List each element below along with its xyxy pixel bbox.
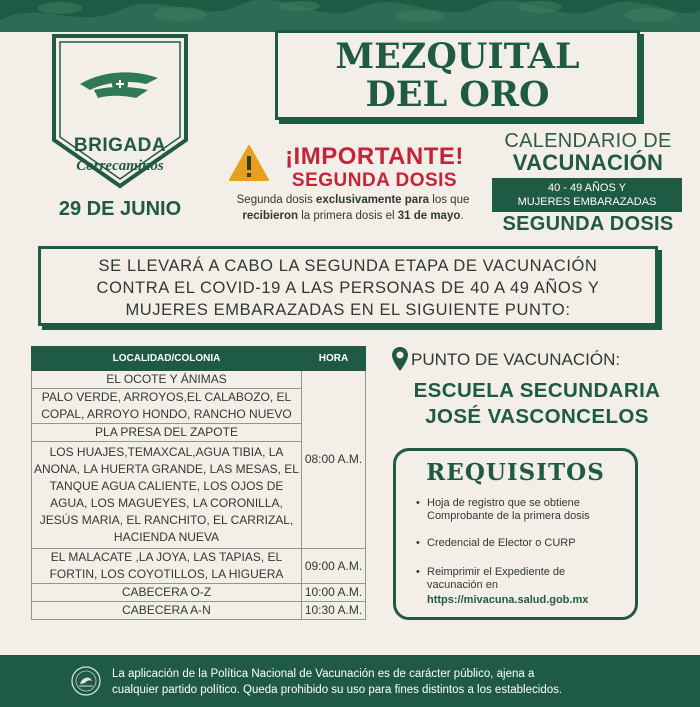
- bullet-icon: •: [416, 497, 420, 509]
- footer-line1: La aplicación de la Política Nacional de Vacunación es de carácter público, ajena a: [112, 668, 535, 680]
- requirements-box: [393, 448, 638, 620]
- req-line: vacunación en: [427, 579, 498, 591]
- table-row: [32, 371, 366, 389]
- location-line1: ESCUELA SECUNDARIA: [413, 379, 661, 402]
- schedule-table: [31, 346, 366, 620]
- announcement-line2: CONTRA EL COVID-19 A LAS PERSONAS DE 40 A 49 AÑOS Y: [96, 279, 600, 297]
- calendar-line3: SEGUNDA DOSIS: [502, 213, 674, 235]
- localidad-cell: PALO VERDE, ARROYOS,EL CALABOZO, EL COPAL, ARROYO HONDO, RANCHO NUEVO: [32, 389, 302, 424]
- page-title: [275, 30, 640, 120]
- header-hora: HORA: [302, 347, 366, 371]
- calendar-band: [492, 178, 682, 212]
- requirements-list: [416, 497, 631, 618]
- localidad-cell: CABECERA O-Z: [32, 584, 302, 602]
- bullet-icon: •: [416, 537, 420, 549]
- map-pin-icon: [391, 346, 409, 372]
- req-line: Reimprimir el Expediente de: [427, 566, 566, 578]
- announcement-line1: SE LLEVARÁ A CABO LA SEGUNDA ETAPA DE VACUNACIÓN: [98, 257, 598, 275]
- hora-cell: 08:00 A.M.: [302, 371, 366, 549]
- list-item: [416, 566, 631, 607]
- bullet-icon: •: [416, 566, 420, 578]
- footer-text: [112, 666, 672, 698]
- req-line: Hoja de registro que se obtiene: [427, 497, 580, 509]
- warning-icon: [228, 144, 270, 182]
- note-text: los que: [429, 194, 470, 206]
- table-header-row: [32, 347, 366, 371]
- list-item: [416, 537, 631, 550]
- footer-line2: cualquier partido político. Queda prohibido su uso para fines distintos a los establecidos.: [112, 684, 563, 696]
- localidad-cell: EL OCOTE Y ÁNIMAS: [32, 371, 302, 389]
- hora-cell: 09:00 A.M.: [302, 549, 366, 584]
- leaf-pattern-icon: [0, 0, 700, 32]
- announcement-box: [38, 246, 658, 326]
- mexico-seal-icon: [70, 665, 102, 697]
- vaccine-url-link[interactable]: https://mivacuna.salud.gob.mx: [427, 594, 589, 606]
- note-bold: 31 de mayo: [397, 210, 461, 222]
- location-line2: JOSÉ VASCONCELOS: [425, 405, 649, 428]
- badge-subtitle: Correcaminos: [76, 158, 164, 174]
- calendar-band-line1: 40 - 49 AÑOS Y: [547, 182, 627, 194]
- note-text: .: [460, 210, 464, 222]
- title-line1: MEZQUITAL: [335, 36, 580, 77]
- table-row: [32, 584, 366, 602]
- footer-band: [0, 655, 700, 707]
- note-text: la primera dosis el: [298, 210, 398, 222]
- localidad-cell: CABECERA A-N: [32, 602, 302, 620]
- hora-cell: 10:00 A.M.: [302, 584, 366, 602]
- note-bold: recibieron: [242, 210, 299, 222]
- calendar-line2: VACUNACIÓN: [512, 150, 664, 175]
- list-item: [416, 497, 631, 523]
- req-line: Comprobante de la primera dosis: [427, 510, 590, 522]
- brigada-badge: [50, 32, 190, 190]
- hora-cell: 10:30 A.M.: [302, 602, 366, 620]
- location-name: [382, 378, 692, 430]
- title-line2: DEL ORO: [365, 74, 550, 115]
- location-label: PUNTO DE VACUNACIÓN:: [411, 350, 621, 369]
- announcement-line3: MUJERES EMBARAZADAS EN EL SIGUIENTE PUNTO:: [125, 301, 571, 319]
- event-date: 29 DE JUNIO: [58, 198, 182, 220]
- localidad-cell: EL MALACATE ,LA JOYA, LAS TAPIAS, EL FORTIN, LOS COYOTILLOS, LA HIGUERA: [32, 549, 302, 584]
- badge-title: BRIGADA: [73, 135, 167, 156]
- note-bold: exclusivamente para: [315, 194, 430, 206]
- requirements-title: REQUISITOS: [426, 459, 605, 486]
- important-heading: ¡IMPORTANTE!: [285, 143, 464, 170]
- table-row: [32, 549, 366, 584]
- calendar-line1: CALENDARIO DE: [504, 130, 672, 152]
- table-row: [32, 602, 366, 620]
- top-pattern-band: [0, 0, 700, 32]
- note-text: Segunda dosis: [236, 194, 316, 206]
- header-localidad: LOCALIDAD/COLONIA: [32, 347, 302, 371]
- important-subheading: SEGUNDA DOSIS: [291, 170, 458, 191]
- important-note: [222, 192, 484, 224]
- req-line: Credencial de Elector o CURP: [427, 537, 576, 549]
- localidad-cell: PLA PRESA DEL ZAPOTE: [32, 424, 302, 442]
- calendar-band-line2: MUJERES EMBARAZADAS: [517, 196, 657, 208]
- localidad-cell: LOS HUAJES,TEMAXCAL,AGUA TIBIA, LA ANONA, LA HUERTA GRANDE, LAS MESAS, EL TANQUE AGUA CALIENTE, LOS OJOS DE AGUA, LOS MAGUEYES, LA CORONILLA, JESÚS MARIA, EL RANCHITO, EL CARRIZAL, HACIENDA NUEVA: [32, 442, 302, 549]
